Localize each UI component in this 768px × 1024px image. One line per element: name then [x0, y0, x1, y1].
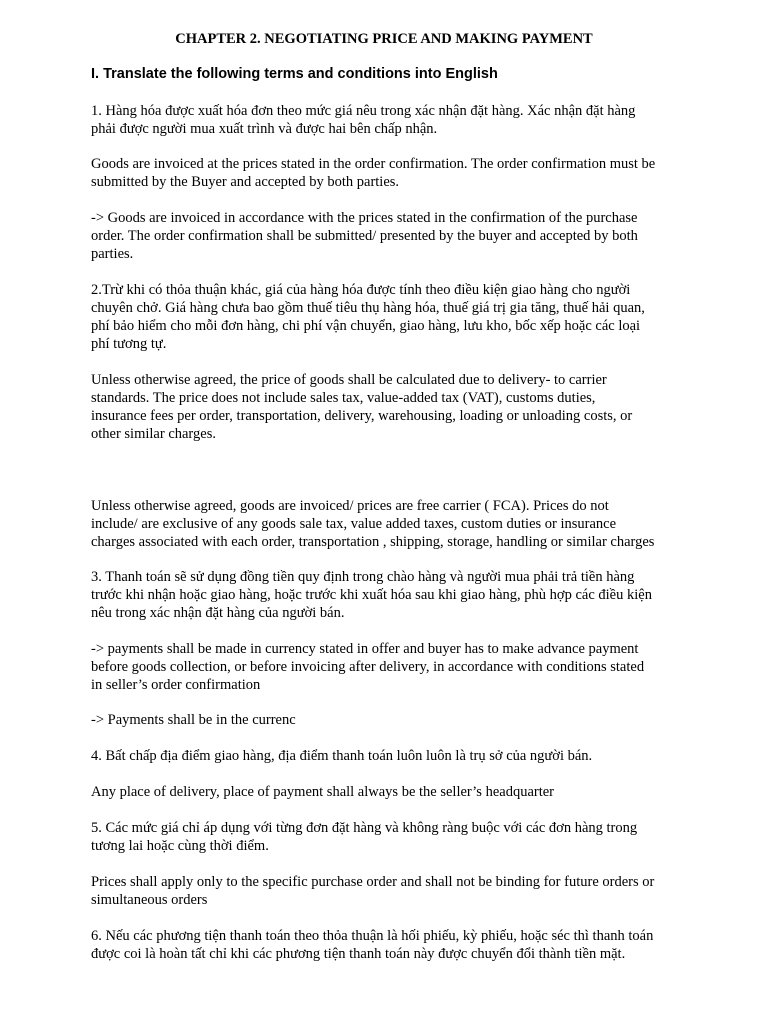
text-line: -> Payments shall be in the currenc	[91, 712, 296, 728]
text-line: standards. The price does not include sales tax, value-added tax (VAT), customs duties,	[91, 390, 596, 406]
text-line: 2.Trừ khi có thỏa thuận khác, giá của hàng hóa được tính theo điều kiện giao hàng cho người	[91, 282, 631, 298]
paragraph-4-vietnamese	[91, 747, 691, 765]
text-line: simultaneous orders	[91, 892, 208, 908]
paragraph-3-revision	[91, 711, 691, 729]
paragraph-1-english	[91, 155, 691, 191]
paragraph-5-english	[91, 873, 691, 909]
paragraph-6-vietnamese	[91, 927, 691, 963]
text-line: before goods collection, or before invoicing after delivery, in accordance with conditions stated	[91, 659, 645, 675]
section-heading: I. Translate the following terms and conditions into English	[91, 66, 498, 82]
text-line: insurance fees per order, transportation, delivery, warehousing, loading or unloading costs, or	[91, 408, 633, 424]
text-line: charges associated with each order, transportation , shipping, storage, handling or similar charges	[91, 534, 655, 550]
text-line: nêu trong xác nhận đặt hàng của người bán.	[91, 605, 345, 621]
text-line: Any place of delivery, place of payment shall always be the seller’s headquarter	[91, 784, 555, 800]
text-line: phí tương tự.	[91, 336, 167, 352]
chapter-title: CHAPTER 2. NEGOTIATING PRICE AND MAKING PAYMENT	[175, 31, 593, 47]
paragraph-3-vietnamese	[91, 568, 691, 622]
paragraph-1-vietnamese	[91, 102, 691, 138]
text-line: submitted by the Buyer and accepted by both parties.	[91, 174, 400, 190]
text-line: Unless otherwise agreed, the price of goods shall be calculated due to delivery- to carrier	[91, 372, 607, 388]
text-line: tương lai hoặc cùng thời điểm.	[91, 838, 269, 854]
text-line: Goods are invoiced at the prices stated in the order confirmation. The order confirmation must be	[91, 156, 656, 172]
text-line: 5. Các mức giá chỉ áp dụng với từng đơn đặt hàng và không ràng buộc với các đơn hàng trong	[91, 820, 638, 836]
text-line: phải được người mua xuất trình và được hai bên chấp nhận.	[91, 121, 438, 137]
text-line: 1. Hàng hóa được xuất hóa đơn theo mức giá nêu trong xác nhận đặt hàng. Xác nhận đặt hàng	[91, 103, 636, 119]
paragraph-2-revision	[91, 497, 691, 551]
text-line: Prices shall apply only to the specific purchase order and shall not be binding for future orders or	[91, 874, 655, 890]
text-line: Unless otherwise agreed, goods are invoiced/ prices are free carrier ( FCA). Prices do not	[91, 498, 609, 514]
text-line: -> payments shall be made in currency stated in offer and buyer has to make advance payment	[91, 641, 639, 657]
paragraph-5-vietnamese	[91, 819, 691, 855]
text-line: in seller’s order confirmation	[91, 677, 261, 693]
paragraph-2-english	[91, 371, 691, 443]
text-line: 3. Thanh toán sẽ sử dụng đồng tiền quy định trong chào hàng và người mua phải trả tiền hàng	[91, 569, 635, 585]
text-line: trước khi nhận hoặc giao hàng, hoặc trước khi xuất hóa sau khi giao hàng, phù hợp các điều kiện	[91, 587, 652, 603]
text-line: được coi là hoàn tất chỉ khi các phương tiện thanh toán này được chuyển đổi thành tiền mặt.	[91, 946, 626, 962]
text-line: chuyên chở. Giá hàng chưa bao gồm thuế tiêu thụ hàng hóa, thuế giá trị gia tăng, thuế hải quan,	[91, 300, 645, 316]
paragraph-4-english	[91, 783, 691, 801]
text-line: -> Goods are invoiced in accordance with the prices stated in the confirmation of the purchase	[91, 210, 638, 226]
text-line: order. The order confirmation shall be submitted/ presented by the buyer and accepted by both	[91, 228, 638, 244]
text-line: other similar charges.	[91, 426, 216, 442]
paragraph-3-english	[91, 640, 691, 694]
text-line: include/ are exclusive of any goods sale tax, value added taxes, custom duties or insurance	[91, 516, 617, 532]
paragraph-2-vietnamese	[91, 281, 691, 353]
text-line: 6. Nếu các phương tiện thanh toán theo thỏa thuận là hối phiếu, kỳ phiếu, hoặc séc thì thanh toán	[91, 928, 654, 944]
paragraph-1-revision	[91, 209, 691, 263]
text-line: phí bảo hiểm cho mỗi đơn hàng, chi phí vận chuyển, giao hàng, lưu kho, bốc xếp hoặc các loại	[91, 318, 641, 334]
text-line: parties.	[91, 246, 134, 262]
text-line: 4. Bất chấp địa điểm giao hàng, địa điểm thanh toán luôn luôn là trụ sở của người bán.	[91, 748, 593, 764]
